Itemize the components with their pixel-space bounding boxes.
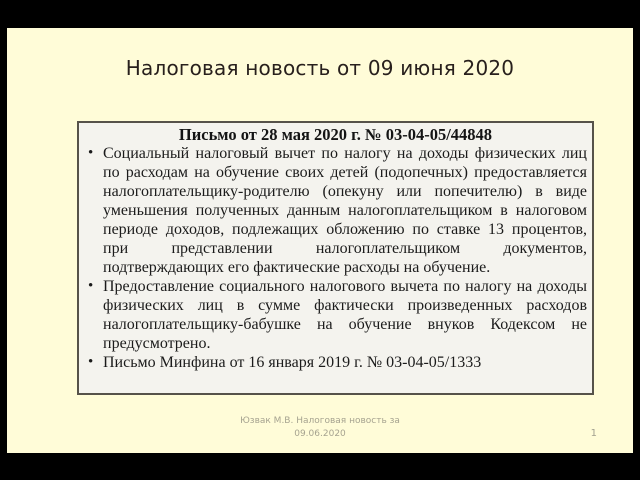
bullet-marker: • (88, 354, 94, 370)
letter-heading: Письмо от 28 мая 2020 г. № 03-04-05/44848 (178, 125, 493, 144)
content-box (77, 121, 594, 395)
bullet-marker: • (88, 278, 94, 294)
bullet-item (79, 144, 592, 277)
bullet-item (79, 353, 592, 372)
footer-line2: 09.06.2020 (294, 429, 346, 439)
bullet-text: Социальный налоговый вычет по налогу на доходы физических лиц по расходам на обучение своих детей (подопечных) предоставляется налогоплательщику-родителю (опекуну или попечителю) в виде уменьшения полученных данным налогоплательщиком в налоговом периоде доходов, подлежащих обложению по ставке 13 процентов, при представлении налогоплательщиком документов, подтверждающих его фактические расходы на обучение. (103, 145, 587, 276)
bullet-item (79, 277, 592, 353)
slide-title: Налоговая новость от 09 июня 2020 (125, 56, 515, 80)
slide-footer (7, 415, 633, 441)
page-number: 1 (590, 428, 597, 439)
footer-line1: Юзвак М.В. Налоговая новость за (240, 416, 400, 426)
bullet-list (79, 144, 592, 372)
bullet-text: Предоставление социального налогового вычета по налогу на доходы физических лиц в сумме фактически произведенных расходов налогоплательщику-бабушке на обучение внуков Кодексом не предусмотрено. (103, 278, 587, 352)
bullet-text: Письмо Минфина от 16 января 2019 г. № 03-04-05/1333 (103, 354, 482, 371)
bullet-marker: • (88, 145, 94, 161)
slide (7, 28, 633, 453)
